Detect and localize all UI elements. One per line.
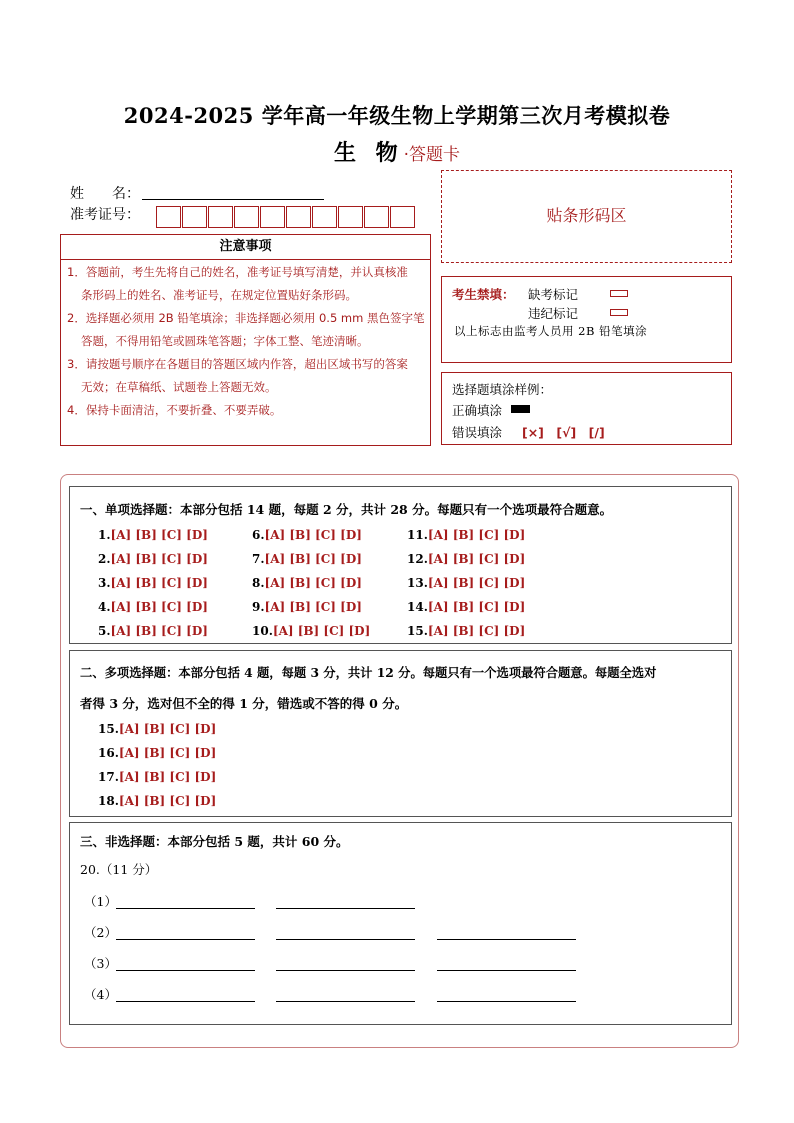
answer-line[interactable] xyxy=(116,939,255,940)
question-row[interactable] xyxy=(407,624,525,638)
question-row[interactable] xyxy=(252,552,362,566)
id-boxes xyxy=(156,206,415,228)
question-number: 13. xyxy=(407,576,428,590)
question-number: 7. xyxy=(252,552,265,566)
question-row[interactable] xyxy=(98,552,208,566)
id-label: 准考证号： xyxy=(70,207,140,223)
page-title: 2024-2025 学年高一年级生物上学期第三次月考模拟卷 xyxy=(123,103,671,128)
section1-heading: 一、单项选择题：本部分包括 14 题，每题 2 分，共计 28 分。每题只有一个选项最符合题意。 xyxy=(80,502,613,517)
section3-heading: 三、非选择题：本部分包括 5 题，共计 60 分。 xyxy=(80,834,349,849)
wrong-fill-label: 错误填涂 xyxy=(452,425,503,440)
question-number: 12. xyxy=(407,552,428,566)
notice-item: 1．答题前，考生先将自己的姓名，准考证号填写清楚，并认真核准 xyxy=(67,265,408,279)
answer-options[interactable]: [A] [B] [C] [D] xyxy=(118,794,217,808)
forbid-note: 以上标志由监考人员用 2B 铅笔填涂 xyxy=(454,324,648,338)
answer-line[interactable] xyxy=(437,970,576,971)
question-row[interactable] xyxy=(98,528,208,542)
fill-sample-title: 选择题填涂样例： xyxy=(452,382,553,397)
question-row[interactable] xyxy=(98,722,216,736)
id-digit-box[interactable] xyxy=(364,206,389,228)
section2-heading: 二、多项选择题：本部分包括 4 题，每题 3 分，共计 12 分。每题只有一个选项最符合题意。每题全选对 xyxy=(80,665,657,680)
question-number: 5. xyxy=(98,624,111,638)
section-multi-choice xyxy=(69,650,732,817)
answer-options[interactable]: [A] [B] [C] [D] xyxy=(110,600,208,614)
answer-options[interactable]: [A] [B] [C] [D] xyxy=(272,624,371,638)
answer-options[interactable]: [A] [B] [C] [D] xyxy=(110,624,208,638)
section2-heading-cont: 者得 3 分，选对但不全的得 1 分，错选或不答的得 0 分。 xyxy=(80,696,408,711)
answer-options[interactable]: [A] [B] [C] [D] xyxy=(427,624,526,638)
question-row[interactable] xyxy=(98,746,216,760)
question-number: 4. xyxy=(98,600,111,614)
answer-line[interactable] xyxy=(276,939,415,940)
id-digit-box[interactable] xyxy=(182,206,207,228)
name-label: 姓 名： xyxy=(70,186,140,202)
correct-fill-mark xyxy=(511,405,530,413)
notice-item: 条形码上的姓名、准考证号，在规定位置贴好条形码。 xyxy=(81,288,357,302)
question-row[interactable] xyxy=(98,576,208,590)
answer-line[interactable] xyxy=(116,1001,255,1002)
question-row[interactable] xyxy=(252,528,362,542)
question-row[interactable] xyxy=(252,600,362,614)
question-number: 6. xyxy=(252,528,265,542)
answer-options[interactable]: [A] [B] [C] [D] xyxy=(118,746,217,760)
question-row[interactable] xyxy=(98,624,208,638)
question-row[interactable] xyxy=(98,794,216,808)
subtitle xyxy=(0,136,794,167)
exam-forbid-box xyxy=(441,276,732,363)
id-digit-box[interactable] xyxy=(234,206,259,228)
forbid-label: 考生禁填： xyxy=(452,287,515,302)
id-digit-box[interactable] xyxy=(260,206,285,228)
question-number: 15. xyxy=(407,624,428,638)
answer-options[interactable]: [A] [B] [C] [D] xyxy=(264,552,362,566)
notice-item: 3．请按题号顺序在各题目的答题区域内作答，超出区域书写的答案 xyxy=(67,357,408,371)
question-number: 9. xyxy=(252,600,265,614)
absent-label: 缺考标记 xyxy=(528,287,579,302)
answer-options[interactable]: [A] [B] [C] [D] xyxy=(427,600,526,614)
notice-item: 4．保持卡面清洁，不要折叠、不要弄破。 xyxy=(67,403,282,417)
part-label: （4） xyxy=(84,987,117,1002)
question-number: 15. xyxy=(98,722,119,736)
barcode-area: 贴条形码区 xyxy=(441,170,732,263)
answer-options[interactable]: [A] [B] [C] [D] xyxy=(427,576,526,590)
violation-label: 违纪标记 xyxy=(528,306,579,321)
question-row[interactable] xyxy=(252,576,362,590)
question-row[interactable] xyxy=(252,624,370,638)
fill-sample-box xyxy=(441,372,732,445)
answer-options[interactable]: [A] [B] [C] [D] xyxy=(427,528,526,542)
answer-options[interactable]: [A] [B] [C] [D] xyxy=(427,552,526,566)
question-row[interactable] xyxy=(407,528,525,542)
answer-options[interactable]: [A] [B] [C] [D] xyxy=(264,576,362,590)
name-field[interactable] xyxy=(142,199,324,200)
notice-item: 答题，不得用铅笔或圆珠笔答题；字体工整、笔迹清晰。 xyxy=(81,334,369,348)
question-row[interactable] xyxy=(407,600,525,614)
violation-mark[interactable] xyxy=(610,309,628,316)
answer-options[interactable]: [A] [B] [C] [D] xyxy=(110,576,208,590)
answer-options[interactable]: [A] [B] [C] [D] xyxy=(110,552,208,566)
notice-title: 注意事项 xyxy=(61,235,430,260)
question-number: 8. xyxy=(252,576,265,590)
answer-options[interactable]: [A] [B] [C] [D] xyxy=(264,528,362,542)
question-row[interactable] xyxy=(407,552,525,566)
id-digit-box[interactable] xyxy=(312,206,337,228)
question-number: 16. xyxy=(98,746,119,760)
wrong-fill-marks: [×] [√] [/] xyxy=(522,425,605,440)
section-non-choice xyxy=(69,822,732,1025)
answer-line[interactable] xyxy=(116,908,255,909)
question-number: 17. xyxy=(98,770,119,784)
answer-line[interactable] xyxy=(276,1001,415,1002)
section-single-choice xyxy=(69,486,732,644)
question-row[interactable] xyxy=(98,600,208,614)
question-number: 18. xyxy=(98,794,119,808)
question-number: 1. xyxy=(98,528,111,542)
question-number: 14. xyxy=(407,600,428,614)
id-digit-box[interactable] xyxy=(156,206,181,228)
id-digit-box[interactable] xyxy=(286,206,311,228)
question-number: 11. xyxy=(407,528,428,542)
answer-options[interactable]: [A] [B] [C] [D] xyxy=(264,600,362,614)
question-number: 3. xyxy=(98,576,111,590)
correct-fill-label: 正确填涂 xyxy=(452,403,503,418)
answer-line[interactable] xyxy=(437,1001,576,1002)
question-row[interactable] xyxy=(98,770,216,784)
answer-options[interactable]: [A] [B] [C] [D] xyxy=(110,528,208,542)
answer-line[interactable] xyxy=(276,970,415,971)
question-row[interactable] xyxy=(407,576,525,590)
id-digit-box[interactable] xyxy=(338,206,363,228)
id-digit-box[interactable] xyxy=(208,206,233,228)
answer-line[interactable] xyxy=(116,970,255,971)
absent-mark[interactable] xyxy=(610,290,628,297)
part-label: （1） xyxy=(84,894,117,909)
answer-line[interactable] xyxy=(276,908,415,909)
id-digit-box[interactable] xyxy=(390,206,415,228)
subject-suffix: ·答题卡 xyxy=(403,145,461,165)
notice-item: 无效；在草稿纸、试题卷上答题无效。 xyxy=(81,380,277,394)
notice-box xyxy=(60,234,431,446)
notice-item: 2．选择题必须用 2B 铅笔填涂；非选择题必须用 0.5 mm 黑色签字笔 xyxy=(67,311,425,325)
question-20-label: 20.（11 分） xyxy=(80,862,158,877)
answer-line[interactable] xyxy=(437,939,576,940)
question-number: 2. xyxy=(98,552,111,566)
answer-options[interactable]: [A] [B] [C] [D] xyxy=(118,722,217,736)
subject-label: 生 物 xyxy=(333,140,404,166)
answer-options[interactable]: [A] [B] [C] [D] xyxy=(118,770,217,784)
part-label: （2） xyxy=(84,925,117,940)
part-label: （3） xyxy=(84,956,117,971)
question-number: 10. xyxy=(252,624,273,638)
